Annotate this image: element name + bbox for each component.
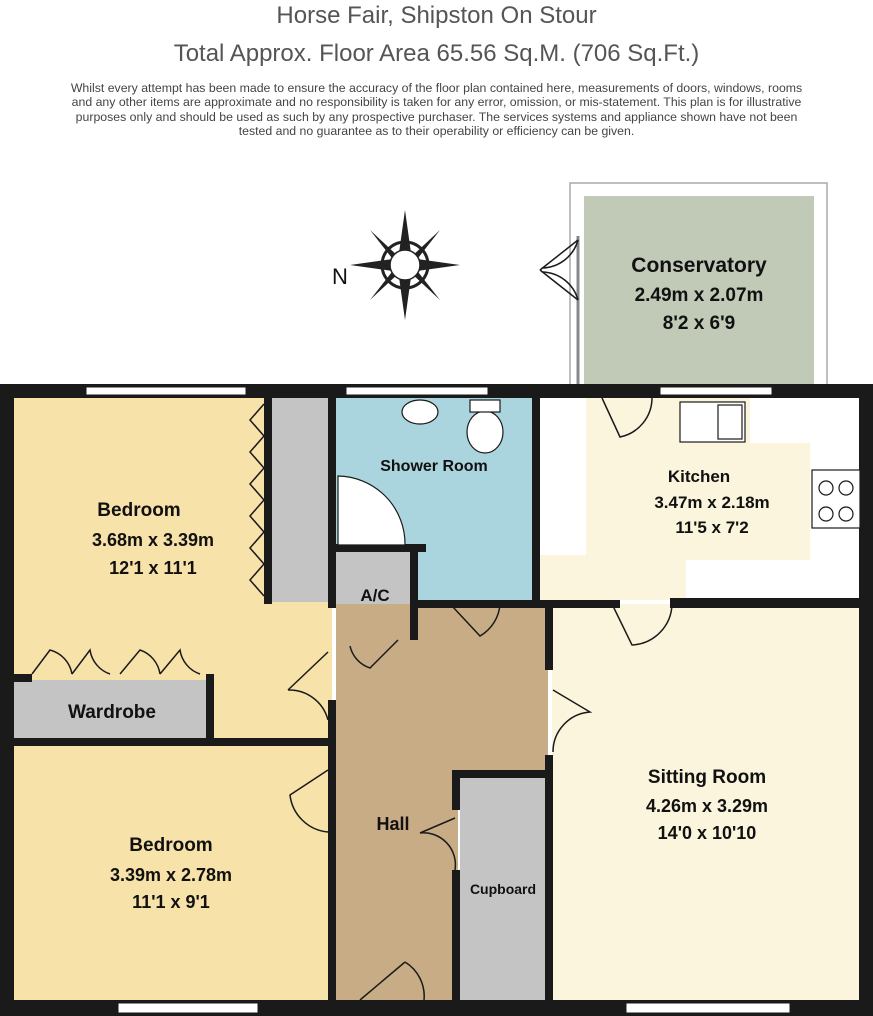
ac-name: A/C [360, 586, 390, 605]
bedroom2-name: Bedroom [129, 835, 213, 856]
compass-north-label: N [332, 264, 348, 289]
wash-basin [402, 400, 438, 424]
kitchen-metric: 3.47m x 2.18m [654, 493, 770, 512]
sitting-name: Sitting Room [647, 767, 767, 788]
wardrobe-name: Wardrobe [68, 702, 156, 723]
kitchen-name: Kitchen [667, 467, 731, 486]
plan-title: Horse Fair, Shipston On Stour [276, 2, 597, 29]
conservatory-name: Conservatory [631, 254, 767, 277]
bedroom2-imperial: 11'1 x 9'1 [132, 892, 210, 912]
floor-area: Total Approx. Floor Area 65.56 Sq.M. (706 Sq.Ft.) [173, 40, 700, 67]
conservatory-imperial: 8'2 x 6'9 [662, 313, 736, 334]
shower-name: Shower Room [380, 458, 488, 475]
kitchen-counter-left [540, 398, 586, 555]
bedroom1-metric: 3.68m x 3.39m [91, 530, 215, 550]
bedroom1-imperial: 12'1 x 11'1 [109, 558, 197, 578]
cupboard-name: Cupboard [469, 881, 537, 897]
conservatory-metric: 2.49m x 2.07m [634, 285, 764, 306]
bedroom1-name: Bedroom [97, 500, 181, 521]
bedroom2-metric: 3.39m x 2.78m [109, 865, 233, 885]
compass-icon [350, 210, 460, 320]
kitchen-imperial: 11'5 x 7'2 [675, 518, 749, 537]
hob [812, 470, 860, 528]
disclaimer-text: Whilst every attempt has been made to ensure the accuracy of the floor plan contained here, measurements of doors, windows, rooms and any other items are approximate and no responsibility is taken for any error, omission, or mis-statement. This plan is for illustrative purposes only and should be used as such by any prospective purchaser. The services systems and appliance shown have not been tested and no guarantee as to their operability or efficiency can be given. [70, 81, 803, 139]
toilet [467, 411, 503, 453]
hall-name: Hall [376, 814, 410, 834]
bedroom1-wardrobe-unit [268, 398, 332, 602]
sitting-imperial: 14'0 x 10'10 [657, 823, 757, 843]
sitting-metric: 4.26m x 3.29m [645, 796, 769, 816]
